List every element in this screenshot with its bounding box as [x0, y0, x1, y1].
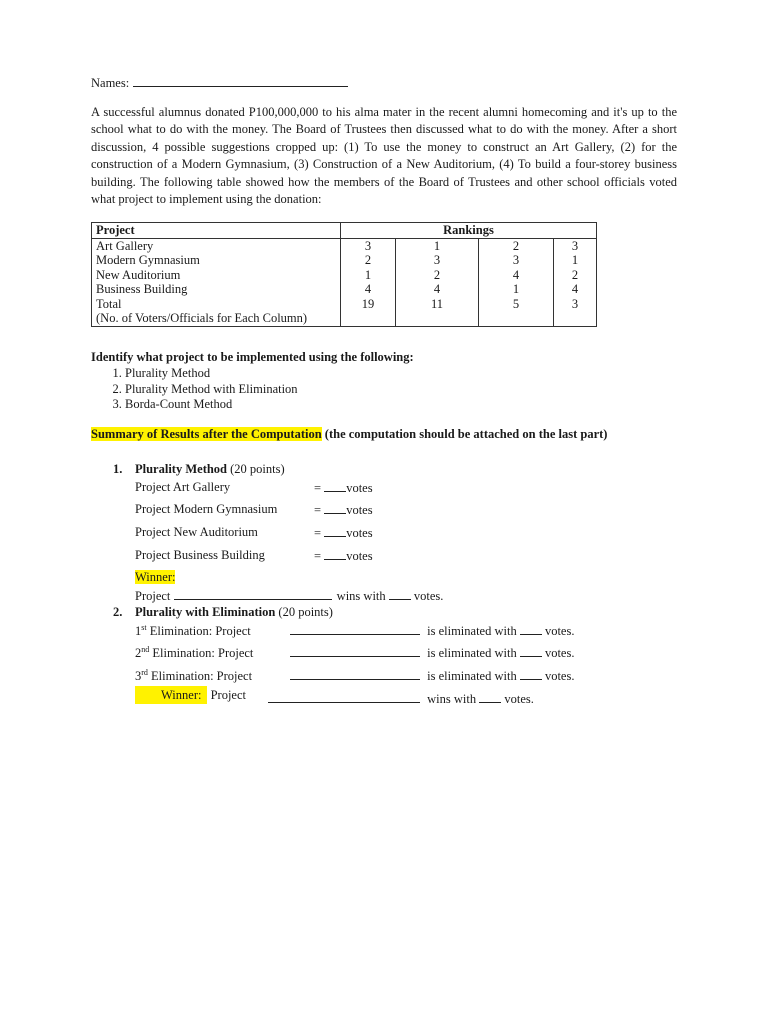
row-label: Project Modern Gymnasium — [135, 502, 278, 516]
project-name: New Auditorium — [92, 268, 341, 283]
elimination-answer — [290, 645, 574, 661]
eliminated-label: is eliminated with — [427, 624, 517, 638]
list-item: 1. Plurality Method — [125, 366, 414, 382]
rank-cell: 1 — [479, 282, 554, 297]
total-row — [92, 297, 597, 327]
rank-cell: 1 — [341, 268, 396, 283]
elimination-answer — [290, 668, 574, 684]
votes-label: votes. — [504, 692, 534, 706]
identify-section — [91, 350, 414, 413]
answer-blank[interactable] — [324, 525, 346, 537]
plurality-winner-line — [135, 588, 443, 604]
elimination-row — [135, 623, 251, 639]
section-number: 2. — [113, 605, 123, 619]
answer-blank[interactable] — [324, 548, 346, 560]
row-label: Elimination: Project — [149, 646, 254, 661]
elimination-answer — [290, 623, 574, 639]
summary-note: (the computation should be attached on the last part) — [321, 427, 608, 441]
plurality-answer — [314, 480, 373, 496]
elimination-winner-answer — [268, 691, 534, 707]
votes-label: votes — [346, 503, 373, 517]
rank-cell: 4 — [479, 268, 554, 283]
ordinal: 1 — [135, 624, 142, 639]
votes-label: votes — [346, 549, 373, 563]
ordinal: 2 — [135, 646, 142, 661]
votes-blank[interactable] — [520, 668, 542, 680]
rank-cell: 3 — [396, 253, 479, 268]
equals-sign: = — [314, 503, 322, 517]
ordinal: 3 — [135, 669, 142, 684]
table-header-row — [92, 223, 597, 239]
project-blank[interactable] — [290, 623, 420, 635]
elimination-section-title — [113, 605, 333, 620]
total-cell: 19 — [341, 297, 396, 327]
names-blank[interactable] — [133, 73, 348, 87]
votes-blank[interactable] — [520, 645, 542, 657]
project-name: Business Building — [92, 282, 341, 297]
names-line — [91, 73, 348, 91]
plurality-answer — [314, 548, 373, 564]
table-row — [92, 282, 597, 297]
section-title: Plurality Method — [135, 462, 228, 476]
section-number: 1. — [113, 462, 123, 476]
row-label: Elimination: Project — [146, 624, 251, 639]
answer-blank[interactable] — [324, 502, 346, 514]
rankings-table — [91, 222, 597, 327]
winner-label: Winner: — [135, 570, 176, 584]
votes-blank[interactable] — [520, 623, 542, 635]
summary-highlight: Summary of Results after the Computation — [91, 427, 322, 441]
elimination-winner-line — [135, 688, 246, 703]
total-label: Total — [96, 296, 122, 311]
section-points: (20 points) — [227, 462, 285, 476]
plurality-answer — [314, 502, 373, 518]
rankings-header: Rankings — [341, 223, 597, 239]
plurality-winner-label — [135, 570, 175, 585]
list-item: 3. Borda-Count Method — [125, 397, 414, 413]
rank-cell: 3 — [479, 253, 554, 268]
row-label: Project New Auditorium — [135, 525, 258, 539]
table-row — [92, 253, 597, 268]
summary-heading — [91, 427, 607, 442]
list-item: 2. Plurality Method with Elimination — [125, 382, 414, 398]
rank-cell: 1 — [396, 238, 479, 253]
project-name: Modern Gymnasium — [92, 253, 341, 268]
intro-paragraph: A successful alumnus donated P100,000,000 to his alma mater in the recent alumni homecoming and it's up to the school what to do with the money. The Board of Trustees then discussed what to do with the money. After a short discussion, 4 possible suggestions cropped up: (1) To use the money to construct an Art Gallery, (2) for the construction of a Modern Gymnasium, (3) Construction of a New Auditorium, (4) To build a four-storey business building. The following table showed how the members of the Board of Trustees and other school officials voted what project to implement using the donation: — [91, 105, 677, 207]
plurality-row — [135, 502, 277, 517]
answer-blank[interactable] — [324, 480, 346, 492]
row-label: Elimination: Project — [147, 669, 253, 684]
ordinal-suffix: nd — [141, 645, 150, 654]
votes-label: votes. — [544, 624, 575, 638]
plurality-section-title — [113, 462, 285, 477]
winner-highlight — [135, 686, 207, 704]
total-sublabel: (No. of Voters/Officials for Each Column) — [96, 311, 308, 325]
project-name: Art Gallery — [92, 238, 341, 253]
votes-label: votes. — [544, 669, 575, 683]
section-points: (20 points) — [275, 605, 333, 619]
elimination-row — [135, 668, 252, 684]
row-label: Project Business Building — [135, 548, 265, 562]
rank-cell: 1 — [554, 253, 597, 268]
project-blank[interactable] — [290, 668, 420, 680]
rank-cell: 2 — [479, 238, 554, 253]
table-row — [92, 238, 597, 253]
total-label-cell — [92, 297, 341, 327]
rank-cell: 4 — [341, 282, 396, 297]
votes-label: votes. — [413, 589, 444, 603]
rank-cell: 3 — [341, 238, 396, 253]
wins-with-label: wins with — [336, 589, 386, 603]
total-cell: 3 — [554, 297, 597, 327]
winner-label: Winner: — [161, 688, 202, 702]
rank-cell: 4 — [554, 282, 597, 297]
winner-votes-blank[interactable] — [389, 588, 411, 600]
eliminated-label: is eliminated with — [427, 646, 517, 660]
rank-cell: 4 — [396, 282, 479, 297]
equals-sign: = — [314, 526, 322, 540]
winner-project-label: Project — [210, 688, 247, 702]
identify-heading: Identify what project to be implemented using the following: — [91, 350, 414, 364]
names-label: Names: — [91, 76, 130, 90]
total-cell: 5 — [479, 297, 554, 327]
row-label: Project Art Gallery — [135, 480, 231, 494]
plurality-answer — [314, 525, 373, 541]
equals-sign: = — [314, 481, 322, 495]
method-list — [91, 366, 414, 413]
wins-with-label: wins with — [427, 692, 477, 706]
winner-project-blank[interactable] — [174, 588, 332, 600]
ordinal-suffix: st — [141, 623, 147, 632]
elimination-row — [135, 645, 253, 661]
project-blank[interactable] — [290, 645, 420, 657]
votes-label: votes — [346, 481, 373, 495]
winner-votes-blank[interactable] — [479, 691, 501, 703]
ordinal-suffix: rd — [141, 668, 148, 677]
winner-project-blank[interactable] — [268, 691, 420, 703]
total-cell: 11 — [396, 297, 479, 327]
table-row — [92, 268, 597, 283]
votes-label: votes. — [544, 646, 575, 660]
section-title: Plurality with Elimination — [135, 605, 276, 619]
rank-cell: 3 — [554, 238, 597, 253]
plurality-row — [135, 548, 265, 563]
eliminated-label: is eliminated with — [427, 669, 517, 683]
rank-cell: 2 — [341, 253, 396, 268]
rank-cell: 2 — [396, 268, 479, 283]
winner-project-label: Project — [135, 589, 171, 603]
plurality-row — [135, 480, 230, 495]
rank-cell: 2 — [554, 268, 597, 283]
equals-sign: = — [314, 549, 322, 563]
project-header: Project — [92, 223, 341, 239]
votes-label: votes — [346, 526, 373, 540]
plurality-row — [135, 525, 258, 540]
